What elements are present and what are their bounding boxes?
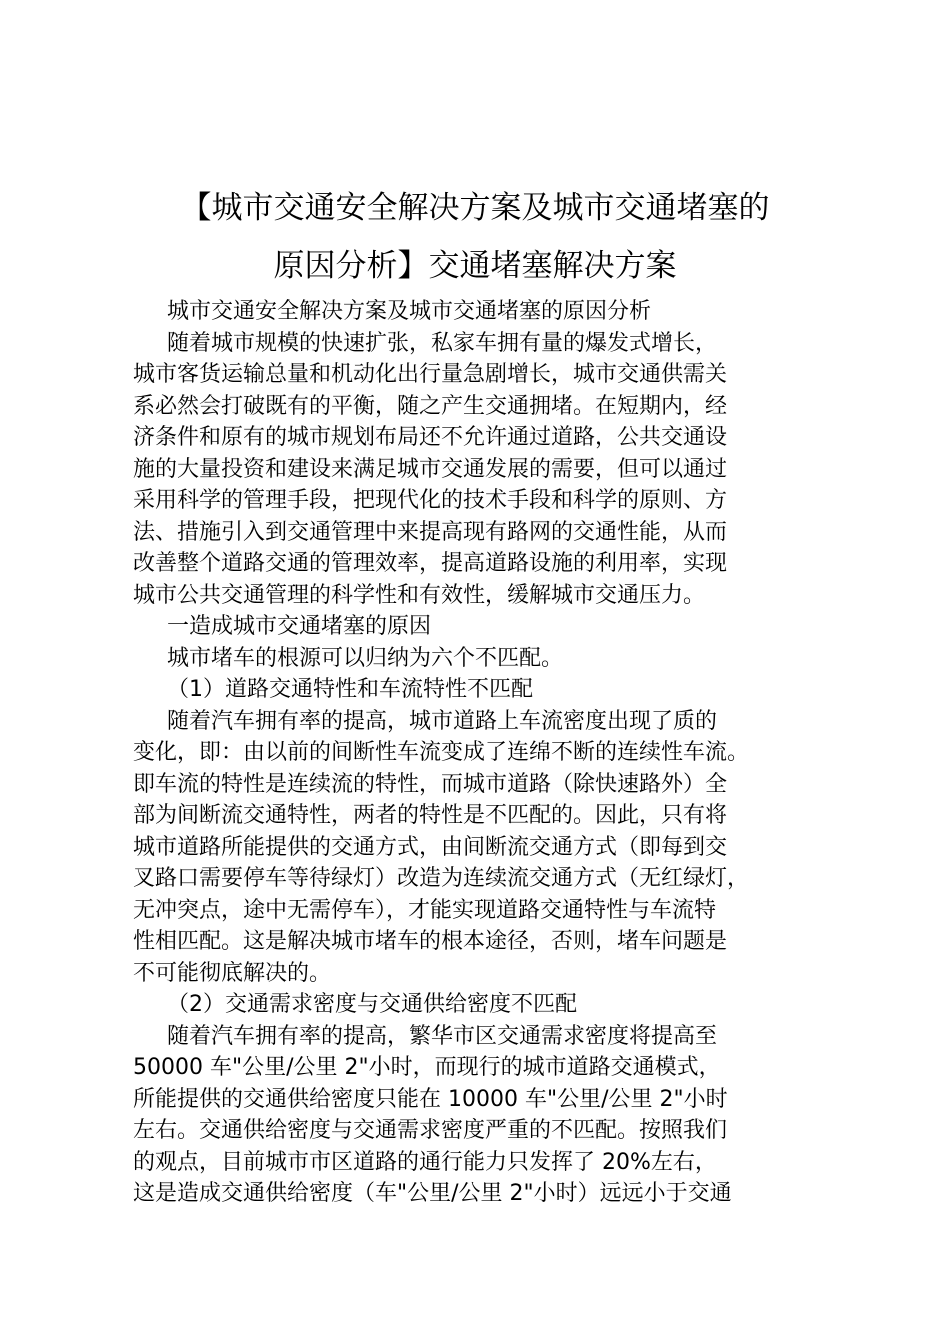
- paragraph-line: 的观点，目前城市市区道路的通行能力只发挥了 20%左右，: [133, 1149, 717, 1175]
- paragraph-line: 济条件和原有的城市规划布局还不允许通过道路，公共交通设: [133, 425, 728, 450]
- paragraph-line: 不可能彻底解决的。: [133, 960, 332, 986]
- paragraph-line: 部为间断流交通特性，两者的特性是不匹配的。因此，只有将: [133, 803, 728, 828]
- paragraph-line: 叉路口需要停车等待绿灯）改造为连续流交通方式（无红绿灯，: [133, 866, 750, 891]
- paragraph-line: 随着汽车拥有率的提高，繁华市区交通需求密度将提高至: [167, 1023, 718, 1049]
- paragraph-line: 这是造成交通供给密度（车"公里/公里 2"小时）远远小于交通: [133, 1181, 732, 1206]
- subsection-heading: （2）交通需求密度与交通供给密度不匹配: [167, 992, 577, 1017]
- paragraph-line: 随着汽车拥有率的提高，城市道路上车流密度出现了质的: [167, 708, 718, 734]
- paragraph-line: 采用科学的管理手段，把现代化的技术手段和科学的原则、方: [133, 488, 728, 513]
- paragraph-line: 改善整个道路交通的管理效率，提高道路设施的利用率，实现: [133, 551, 728, 576]
- paragraph-line: 无冲突点，途中无需停车），才能实现道路交通特性与车流特: [133, 897, 717, 923]
- section-heading: 一造成城市交通堵塞的原因: [167, 614, 432, 639]
- subsection-heading: （1）道路交通特性和车流特性不匹配: [167, 677, 533, 702]
- paragraph-line: 50000 车"公里/公里 2"小时，而现行的城市道路交通模式，: [133, 1055, 721, 1080]
- paragraph-line: 性相匹配。这是解决城市堵车的根本途径，否则，堵车问题是: [133, 929, 728, 954]
- paragraph-line: 城市堵车的根源可以归纳为六个不匹配。: [167, 645, 564, 671]
- paragraph-line: 左右。交通供给密度与交通需求密度严重的不匹配。按照我们: [133, 1118, 728, 1143]
- document-title-line-1: 【城市交通安全解决方案及城市交通堵塞的: [180, 190, 770, 226]
- paragraph-line: 变化，即：由以前的间断性车流变成了连绵不断的连续性车流。: [133, 740, 750, 765]
- paragraph-line: 城市交通安全解决方案及城市交通堵塞的原因分析: [167, 299, 652, 324]
- document-title-line-2: 原因分析】交通堵塞解决方案: [273, 248, 677, 284]
- paragraph-line: 所能提供的交通供给密度只能在 10000 车"公里/公里 2"小时: [133, 1086, 728, 1112]
- paragraph-line: 系必然会打破既有的平衡，随之产生交通拥堵。在短期内，经: [133, 393, 728, 419]
- paragraph-line: 即车流的特性是连续流的特性，而城市道路（除快速路外）全: [133, 771, 728, 797]
- paragraph-line: 随着城市规模的快速扩张，私家车拥有量的爆发式增长，: [167, 330, 718, 356]
- paragraph-line: 城市公共交通管理的科学性和有效性，缓解城市交通压力。: [133, 582, 706, 608]
- paragraph-line: 法、措施引入到交通管理中来提高现有路网的交通性能，从而: [133, 519, 728, 545]
- paragraph-line: 施的大量投资和建设来满足城市交通发展的需要，但可以通过: [133, 456, 728, 482]
- document-body: [133, 296, 853, 1210]
- paragraph-line: 城市客货运输总量和机动化出行量急剧增长，城市交通供需关: [133, 362, 728, 387]
- paragraph-line: 城市道路所能提供的交通方式，由间断流交通方式（即每到交: [133, 834, 728, 860]
